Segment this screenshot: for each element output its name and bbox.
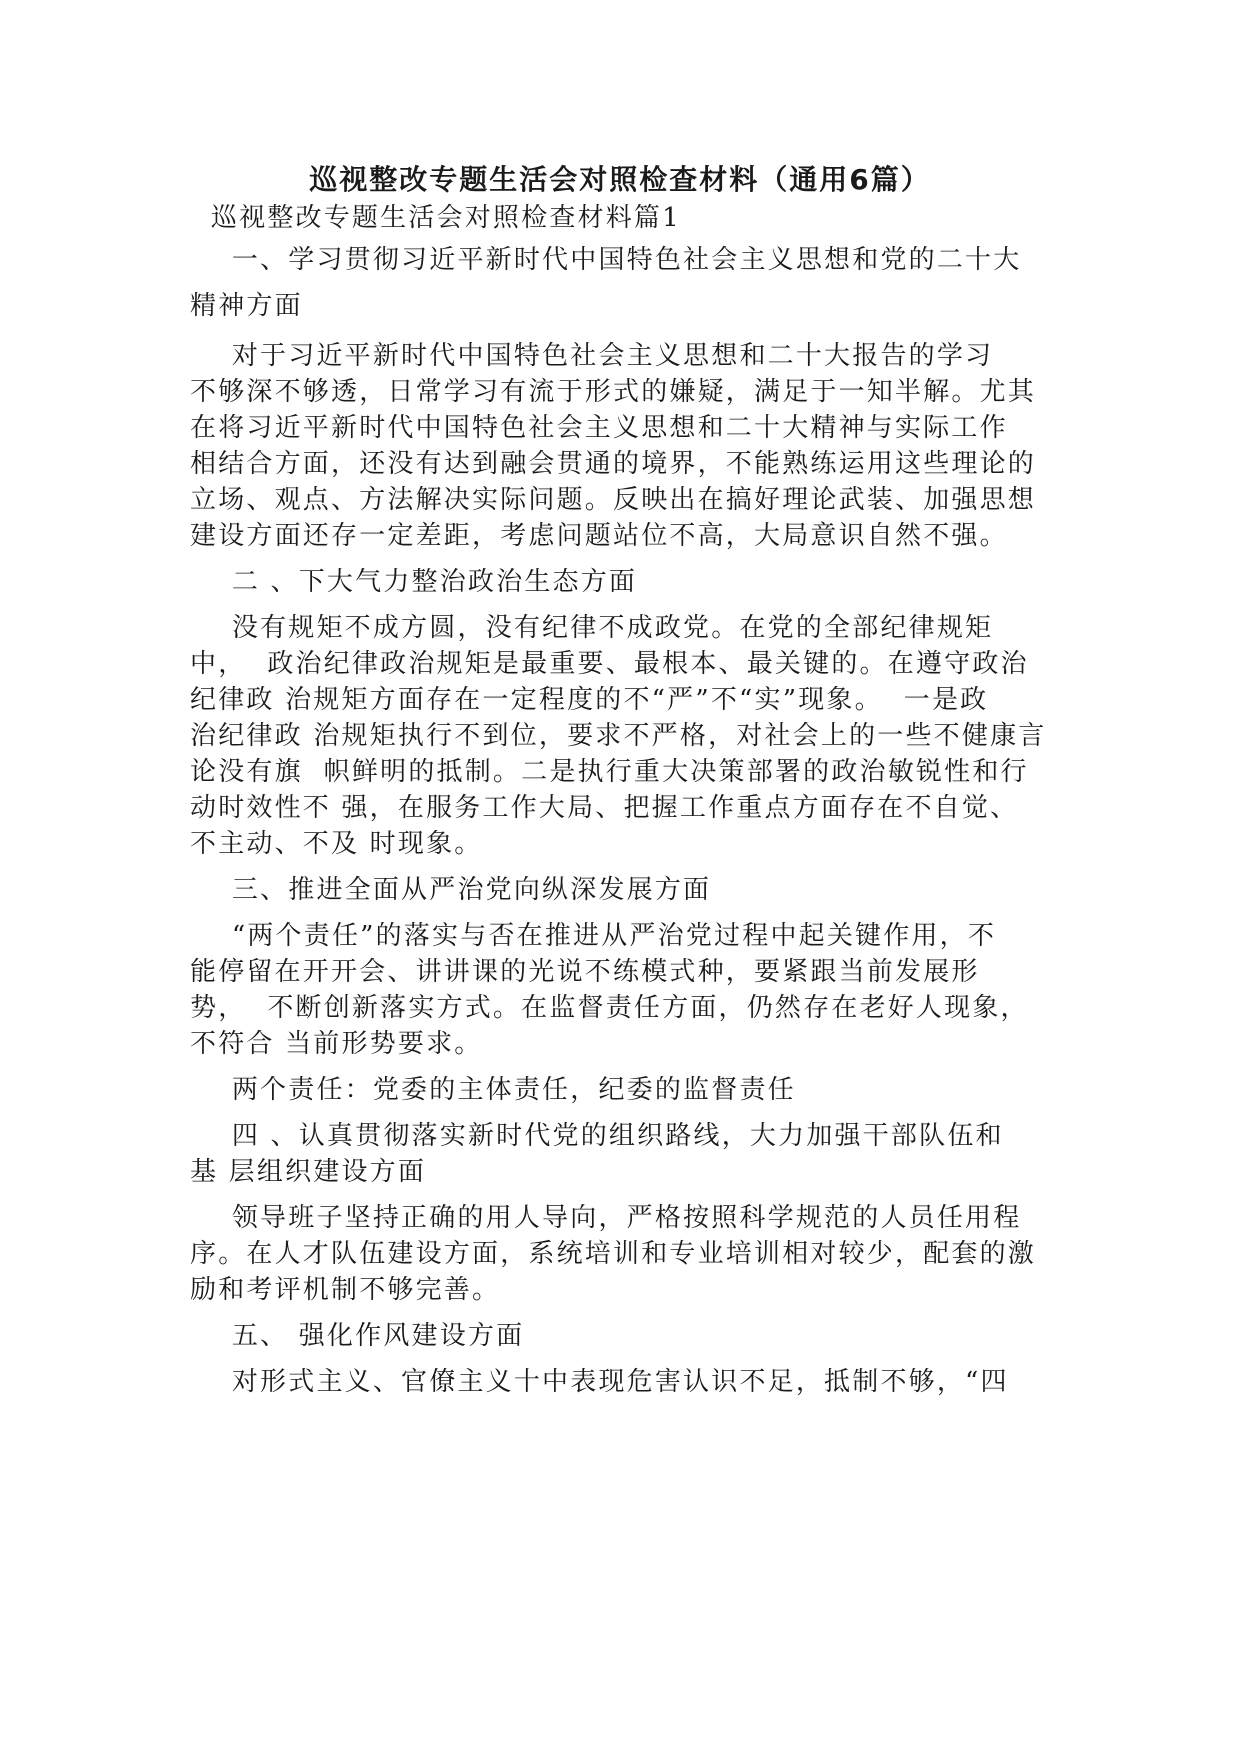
text-line: 建设方面还存一定差距，考虑问题站位不高，大局意识自然不强。 bbox=[190, 521, 1008, 551]
text-line: “两个责任”的落实与否在推进从严治党过程中起关键作用，不 bbox=[190, 921, 997, 951]
text-line: 三、推进全面从严治党向纵深发展方面 bbox=[190, 875, 712, 905]
text-line: 一、学习贯彻习近平新时代中国特色社会主义思想和党的二十大 bbox=[190, 245, 1022, 275]
text-line: 序。在人才队伍建设方面，系统培训和专业培训相对较少，配套的激 bbox=[190, 1239, 1037, 1269]
document-title: 巡视整改专题生活会对照检查材料（通用6篇） bbox=[309, 163, 931, 196]
text-line: 基 层组织建设方面 bbox=[190, 1157, 427, 1187]
text-line: 对于习近平新时代中国特色社会主义思想和二十大报告的学习 bbox=[190, 341, 994, 371]
text-line: 五、 强化作风建设方面 bbox=[190, 1321, 525, 1351]
text-line: 动时效性不 强，在服务工作大局、把握工作重点方面存在不自觉、 bbox=[190, 793, 1019, 823]
text-line: 四 、认真贯彻落实新时代党的组织路线，大力加强干部队伍和 bbox=[190, 1121, 1004, 1151]
text-line: 二 、下大气力整治政治生态方面 bbox=[190, 567, 638, 597]
text-line: 两个责任：党委的主体责任，纪委的监督责任 bbox=[190, 1075, 796, 1105]
text-line: 不主动、不及 时现象。 bbox=[190, 829, 483, 859]
text-line: 相结合方面，还没有达到融会贯通的境界，不能熟练运用这些理论的 bbox=[190, 449, 1037, 479]
text-line: 对形式主义、官僚主义十中表现危害认识不足，抵制不够，“四 bbox=[190, 1367, 1009, 1397]
text-line: 论没有旗 帜鲜明的抵制。二是执行重大决策部署的政治敏锐性和行 bbox=[190, 757, 1029, 787]
text-line: 领导班子坚持正确的用人导向，严格按照科学规范的人员任用程 bbox=[190, 1203, 1022, 1233]
text-line: 中， 政治纪律政治规矩是最重要、最根本、最关键的。在遵守政治 bbox=[190, 649, 1029, 679]
text-line: 没有规矩不成方圆，没有纪律不成政党。在党的全部纪律规矩 bbox=[190, 613, 994, 643]
text-line: 纪律政 治规矩方面存在一定程度的不“严”不“实”现象。 一是政 bbox=[190, 685, 989, 715]
text-line: 能停留在开开会、讲讲课的光说不练模式种，要紧跟当前发展形 bbox=[190, 957, 980, 987]
text-line: 治纪律政 治规矩执行不到位，要求不严格，对社会上的一些不健康言 bbox=[190, 721, 1047, 751]
text-line: 励和考评机制不够完善。 bbox=[190, 1275, 501, 1305]
text-line: 势， 不断创新落实方式。在监督责任方面，仍然存在老好人现象， bbox=[190, 993, 1029, 1023]
text-line: 在将习近平新时代中国特色社会主义思想和二十大精神与实际工作 bbox=[190, 413, 1008, 443]
document-body bbox=[190, 200, 1050, 1400]
text-line: 不符合 当前形势要求。 bbox=[190, 1029, 483, 1059]
text-line: 立场、观点、方法解决实际问题。反映出在搞好理论武装、加强思想 bbox=[190, 485, 1037, 515]
text-line: 不够深不够透，日常学习有流于形式的嫌疑，满足于一知半解。尤其 bbox=[190, 377, 1037, 407]
text-line: 精神方面 bbox=[190, 291, 303, 321]
text-line: 巡视整改专题生活会对照检查材料篇1 bbox=[190, 203, 681, 233]
